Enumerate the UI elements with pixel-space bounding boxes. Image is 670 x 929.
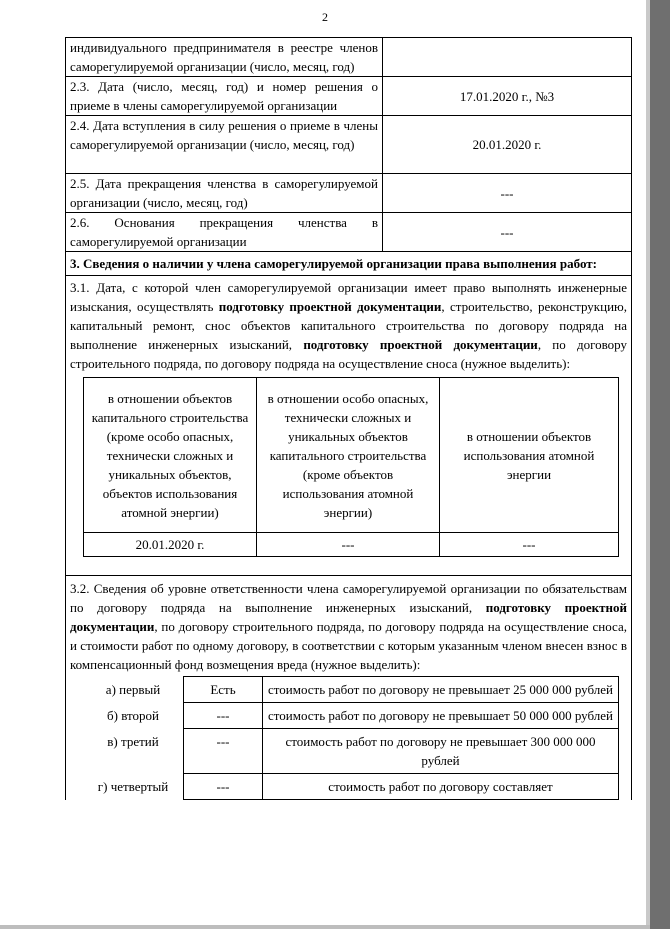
liability-levels-table <box>83 676 619 800</box>
text-span: , по договору строительного подряда, по договору подряда на осуществление сноса (нужное выделить): <box>70 337 628 371</box>
table-row <box>66 38 632 77</box>
row-value: --- <box>383 213 632 252</box>
level-description: стоимость работ по договору составляет <box>263 774 619 800</box>
value-cell: --- <box>440 533 619 557</box>
text-span: , строительство, реконструкцию, капитальный ремонт, снос объектов капитального строительства по договору подряда на выполнение инженерных изысканий, <box>70 299 627 352</box>
text-span: 3.1. Дата, с которой член саморегулируемой организации имеет право выполнять инженерные изыскания, осуществлять <box>70 280 627 314</box>
row-value: 20.01.2020 г. <box>383 116 632 174</box>
row-value: --- <box>383 174 632 213</box>
table-row <box>84 533 619 557</box>
header-cell: в отношении объектов капитального строительства (кроме особо опасных, технически сложных и уникальных объектов, объектов использования атомной энергии) <box>84 378 257 533</box>
table-row <box>66 174 632 213</box>
section-3-2-text <box>70 579 627 674</box>
table-row <box>83 677 619 703</box>
row-label: 2.5. Дата прекращения членства в саморегулируемой организации (число, месяц, год) <box>66 174 383 213</box>
row-label: индивидуального предпринимателя в реестре членов саморегулируемой организации (число, месяц, год) <box>66 38 383 77</box>
level-label: б) второй <box>107 707 159 723</box>
table-row <box>83 729 619 774</box>
row-label: 2.3. Дата (число, месяц, год) и номер решения о приеме в члены саморегулируемой организации <box>66 77 383 116</box>
text-span: , по договору строительного подряда, по договору подряда на осуществление сноса, и стоимости работ по одному договору, в соответствии с которым указанным членом внесен взнос в компенсационный фонд возмещения вреда (нужное выделить): <box>70 619 627 672</box>
level-mark: Есть <box>184 677 263 703</box>
table-row <box>84 378 619 533</box>
table-row <box>66 252 632 276</box>
table-row <box>66 213 632 252</box>
registry-table <box>65 37 632 800</box>
row-label: 2.4. Дата вступления в силу решения о приеме в члены саморегулируемой организации (число, месяц, год) <box>66 116 383 174</box>
value-cell: 20.01.2020 г. <box>84 533 257 557</box>
section-3-2 <box>66 576 632 801</box>
level-description: стоимость работ по договору не превышает 50 000 000 рублей <box>263 703 619 729</box>
text-span: 3.2. Сведения об уровне ответственности члена саморегулируемой организации по обязательствам по договору подряда на выполнение инженерных изысканий, <box>70 581 627 615</box>
bold-span: подготовку проектной документации <box>218 299 442 314</box>
bold-span: подготовку проектной документации <box>303 337 538 352</box>
level-mark: --- <box>184 774 263 800</box>
level-label: а) первый <box>105 681 161 697</box>
level-mark: --- <box>184 703 263 729</box>
table-row <box>66 576 632 801</box>
section-3-title: 3. Сведения о наличии у члена саморегулируемой организации права выполнения работ: <box>66 252 632 276</box>
table-row <box>66 276 632 576</box>
level-description: стоимость работ по договору не превышает 300 000 000 рублей <box>263 729 619 774</box>
row-label: 2.6. Основания прекращения членства в саморегулируемой организации <box>66 213 383 252</box>
rights-table <box>83 377 619 557</box>
level-label: в) третий <box>107 733 159 749</box>
table-row <box>83 774 619 800</box>
table-row <box>66 77 632 116</box>
page-number: 2 <box>322 10 328 24</box>
level-mark: --- <box>184 729 263 774</box>
section-3-1-text <box>70 278 627 373</box>
header-cell: в отношении объектов использования атомной энергии <box>440 378 619 533</box>
page-edge-bottom <box>0 925 650 929</box>
level-label: г) четвертый <box>97 778 169 794</box>
row-value <box>383 38 632 77</box>
section-3-1 <box>66 276 632 576</box>
level-description: стоимость работ по договору не превышает 25 000 000 рублей <box>263 677 619 703</box>
table-row <box>66 116 632 174</box>
value-cell: --- <box>257 533 440 557</box>
viewer-background <box>650 0 670 929</box>
header-cell: в отношении особо опасных, технически сложных и уникальных объектов капитального строительства (кроме объектов использования атомной энергии) <box>257 378 440 533</box>
table-row <box>83 703 619 729</box>
row-value: 17.01.2020 г., №3 <box>383 77 632 116</box>
bold-span: подготовку проектной документации <box>70 600 627 634</box>
